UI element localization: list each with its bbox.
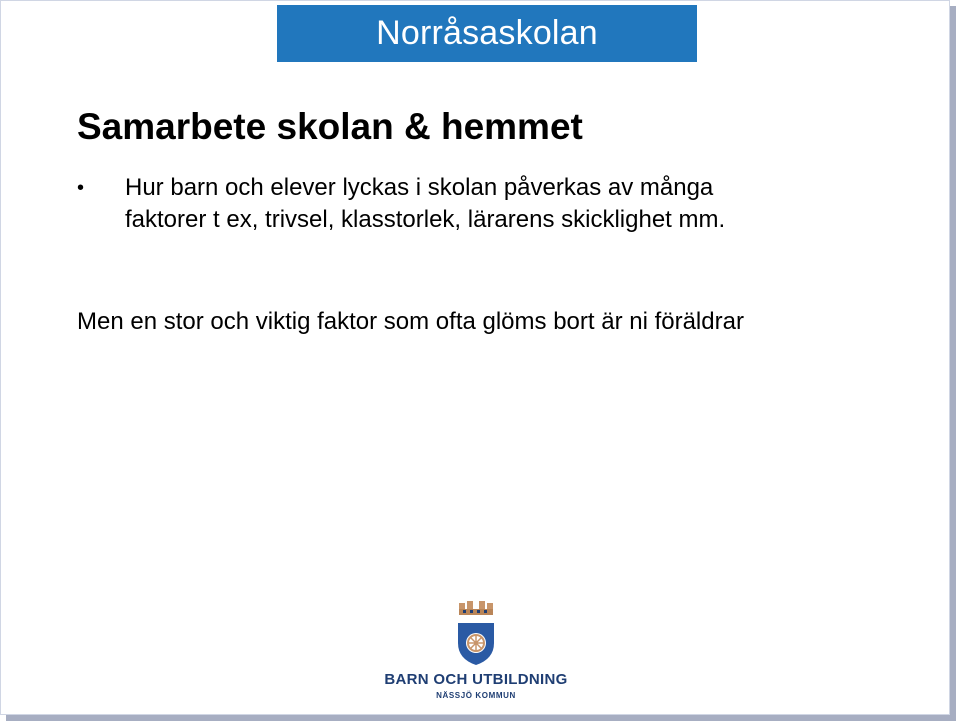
slide-title: Samarbete skolan & hemmet: [77, 106, 583, 147]
bullet-item: [77, 172, 877, 236]
nassjo-coat-of-arms-icon: [455, 599, 497, 667]
logo-name: BARN OCH UTBILDNING: [384, 671, 568, 688]
bullet-text: Hur barn och elever lyckas i skolan påverkas av många faktorer t ex, trivsel, klasstorlek, lärarens skicklighet mm.: [125, 174, 726, 233]
body-paragraph: Men en stor och viktig faktor som ofta glöms bort är ni föräldrar: [77, 308, 744, 335]
organization-logo: [381, 599, 571, 707]
bullet-marker: •: [77, 177, 85, 199]
header-title: Norråsaskolan: [376, 14, 598, 52]
header-banner: [277, 5, 697, 62]
logo-subtitle: NÄSSJÖ KOMMUN: [436, 691, 516, 700]
